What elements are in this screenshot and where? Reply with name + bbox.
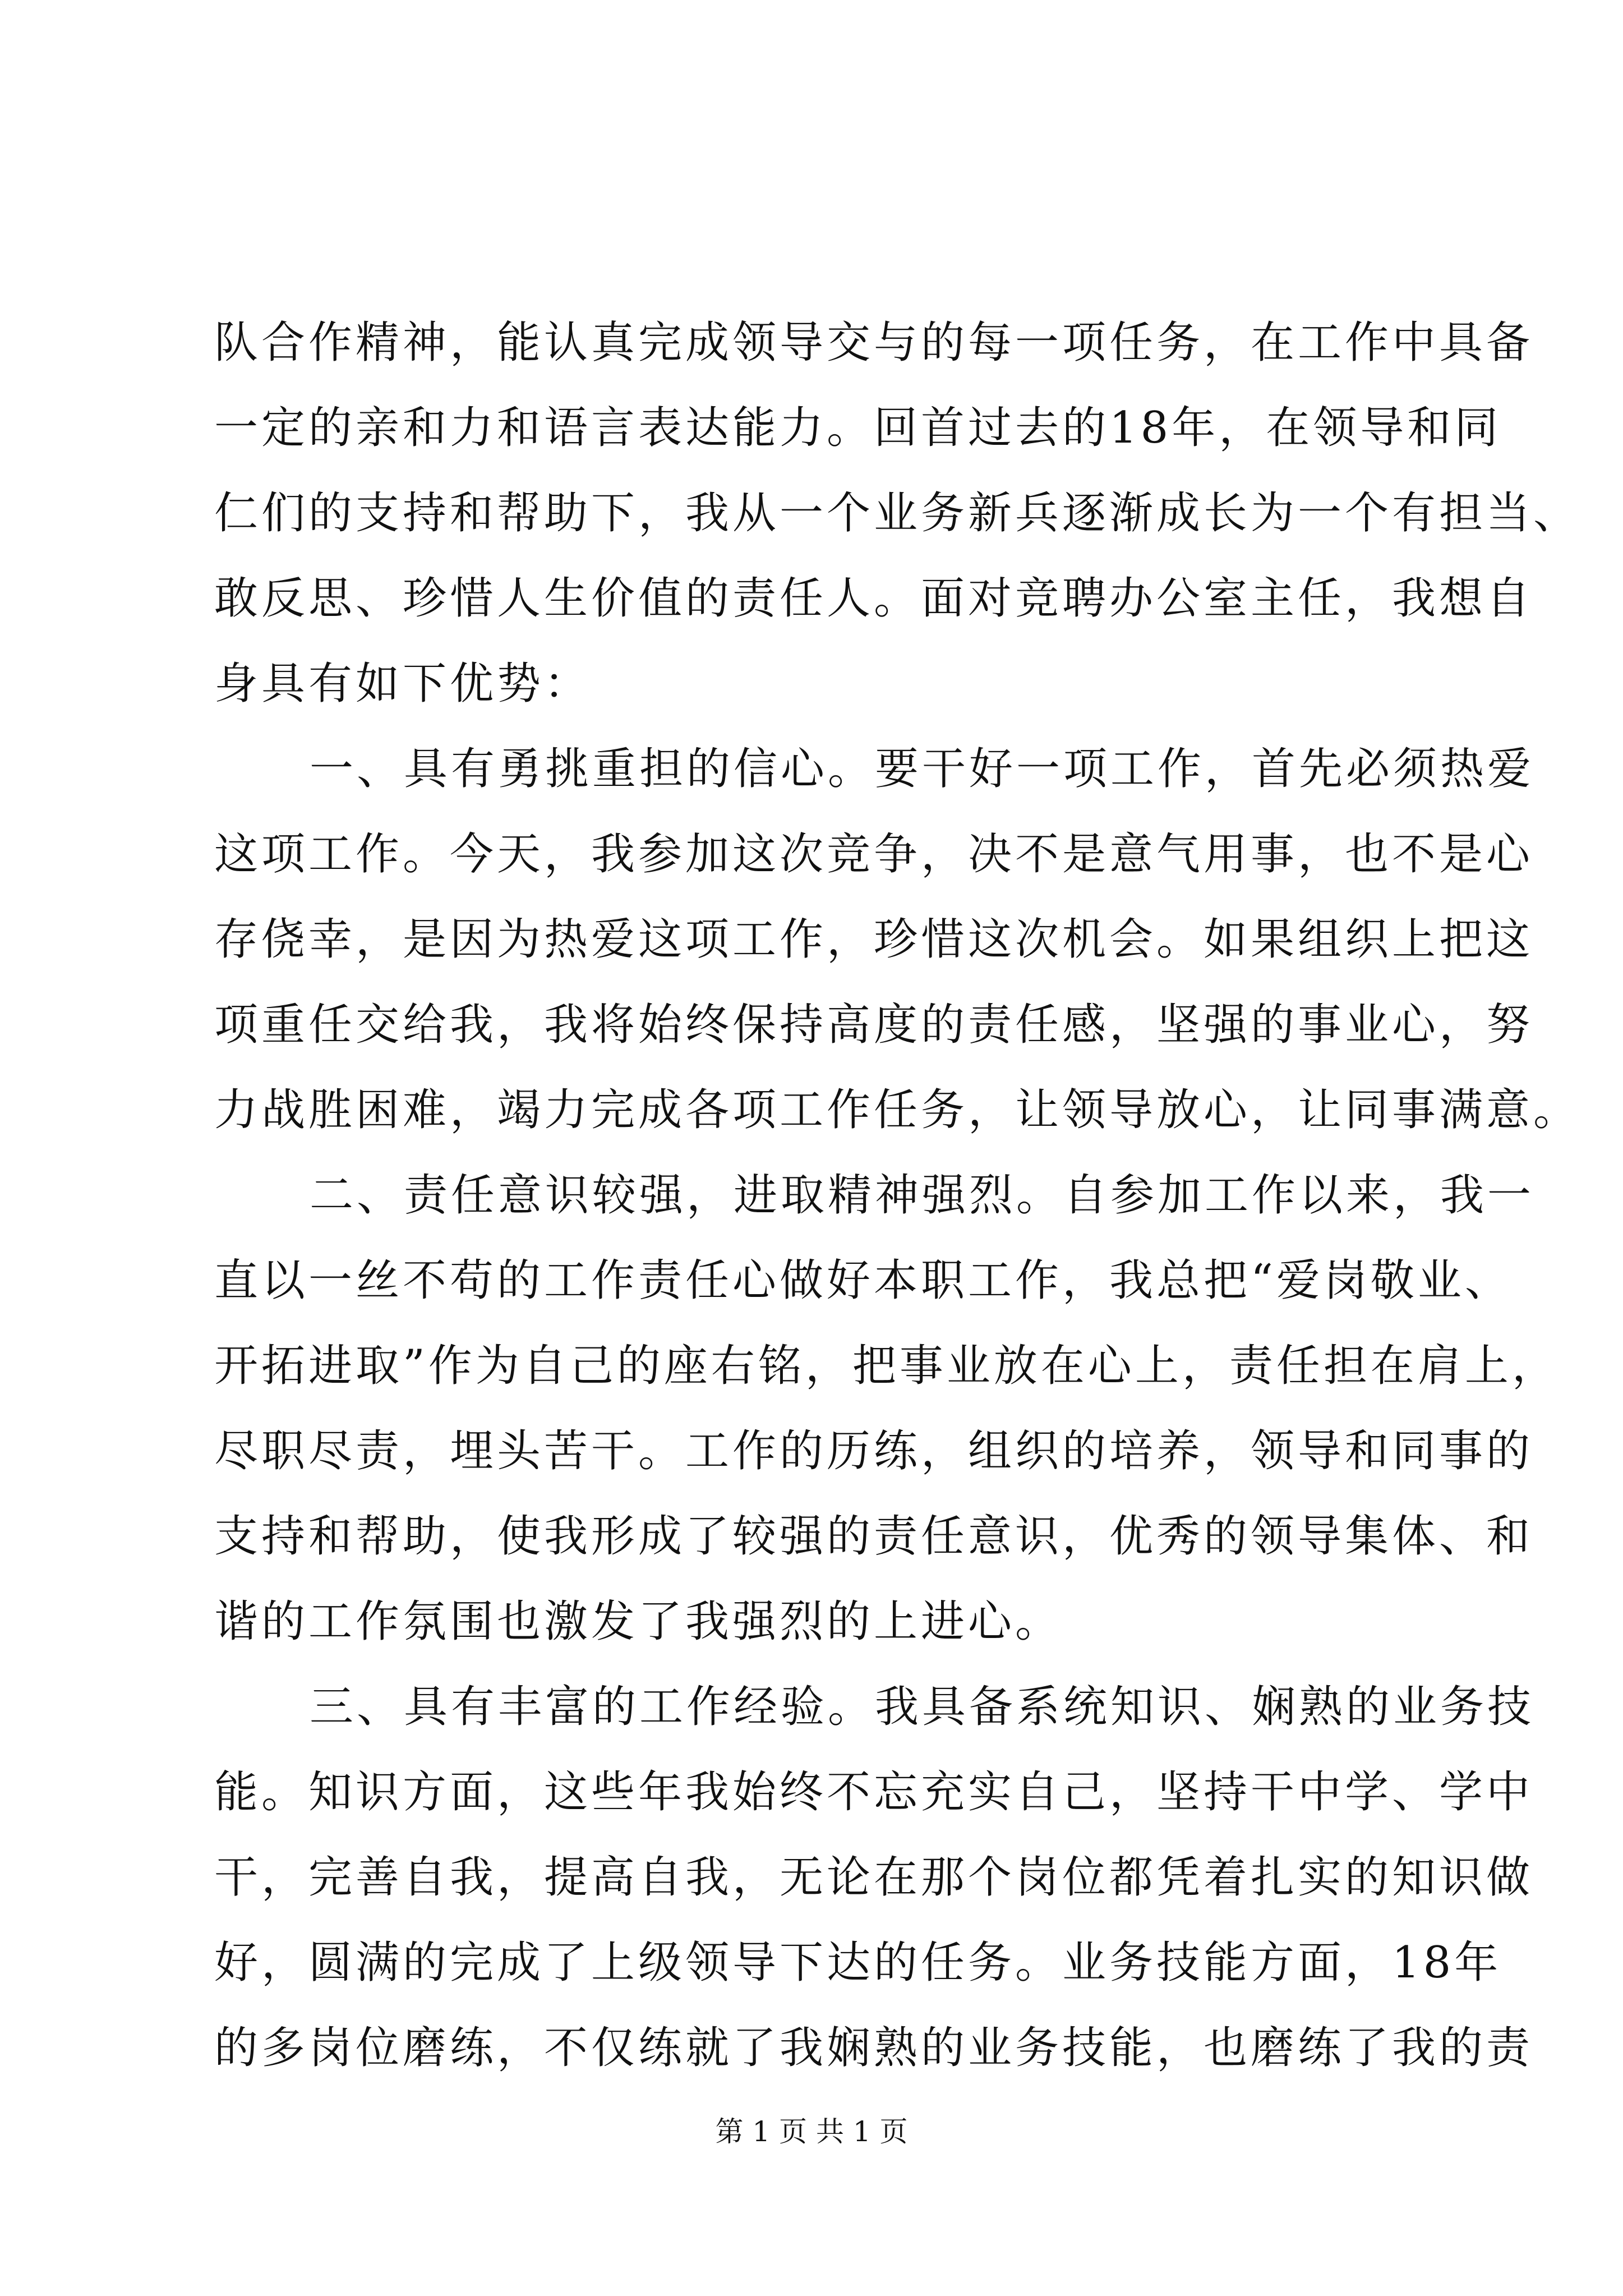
text-line: 存侥幸，是因为热爱这项工作，珍惜这次机会。如果组织上把这 [214,914,1534,965]
text-line: 好，圆满的完成了上级领导下达的任务。业务技能方面，18年 [214,1938,1502,1988]
text-line: 能。知识方面，这些年我始终不忘充实自己，坚持干中学、学中 [214,1767,1534,1818]
text-line: 这项工作。今天，我参加这次竞争，决不是意气用事，也不是心 [214,829,1534,880]
text-line: 力战胜困难，竭力完成各项工作任务，让领导放心，让同事满意。 [214,1085,1581,1135]
text-line: 队合作精神，能认真完成领导交与的每一项任务，在工作中具备 [214,318,1534,368]
page-number-footer: 第 1 页 共 1 页 [715,2115,908,2148]
text-line: 项重任交给我，我将始终保持高度的责任感，坚强的事业心，努 [214,1000,1534,1050]
text-line: 的多岗位磨练，不仅练就了我娴熟的业务技能，也磨练了我的责 [214,2023,1534,2073]
text-line: 敢反思、珍惜人生价值的责任人。面对竞聘办公室主任，我想自 [214,573,1534,624]
text-line: 谐的工作氛围也激发了我强烈的上进心。 [214,1596,1063,1647]
text-line: 支持和帮助，使我形成了较强的责任意识，优秀的领导集体、和 [214,1511,1534,1562]
paragraph-first-line: 三、具有丰富的工作经验。我具备系统知识、娴熟的业务技 [310,1682,1535,1732]
document-body [214,300,1581,2091]
text-line: 身具有如下优势： [214,659,592,709]
text-line: 直以一丝不苟的工作责任心做好本职工作，我总把“爱岗敬业、 [214,1255,1512,1306]
text-line: 一定的亲和力和语言表达能力。回首过去的18年，在领导和同 [214,403,1502,453]
text-line: 开拓进取”作为自己的座右铭，把事业放在心上，责任担在肩上， [214,1341,1559,1391]
paragraph-first-line: 一、具有勇挑重担的信心。要干好一项工作，首先必须热爱 [310,744,1535,794]
text-line: 仁们的支持和帮助下，我从一个业务新兵逐渐成长为一个有担当、 [214,488,1581,539]
paragraph-first-line: 二、责任意识较强，进取精神强烈。自参加工作以来，我一 [310,1170,1535,1221]
text-line: 尽职尽责，埋头苦干。工作的历练，组织的培养，领导和同事的 [214,1426,1534,1476]
text-line: 干，完善自我，提高自我，无论在那个岗位都凭着扎实的知识做 [214,1852,1534,1903]
